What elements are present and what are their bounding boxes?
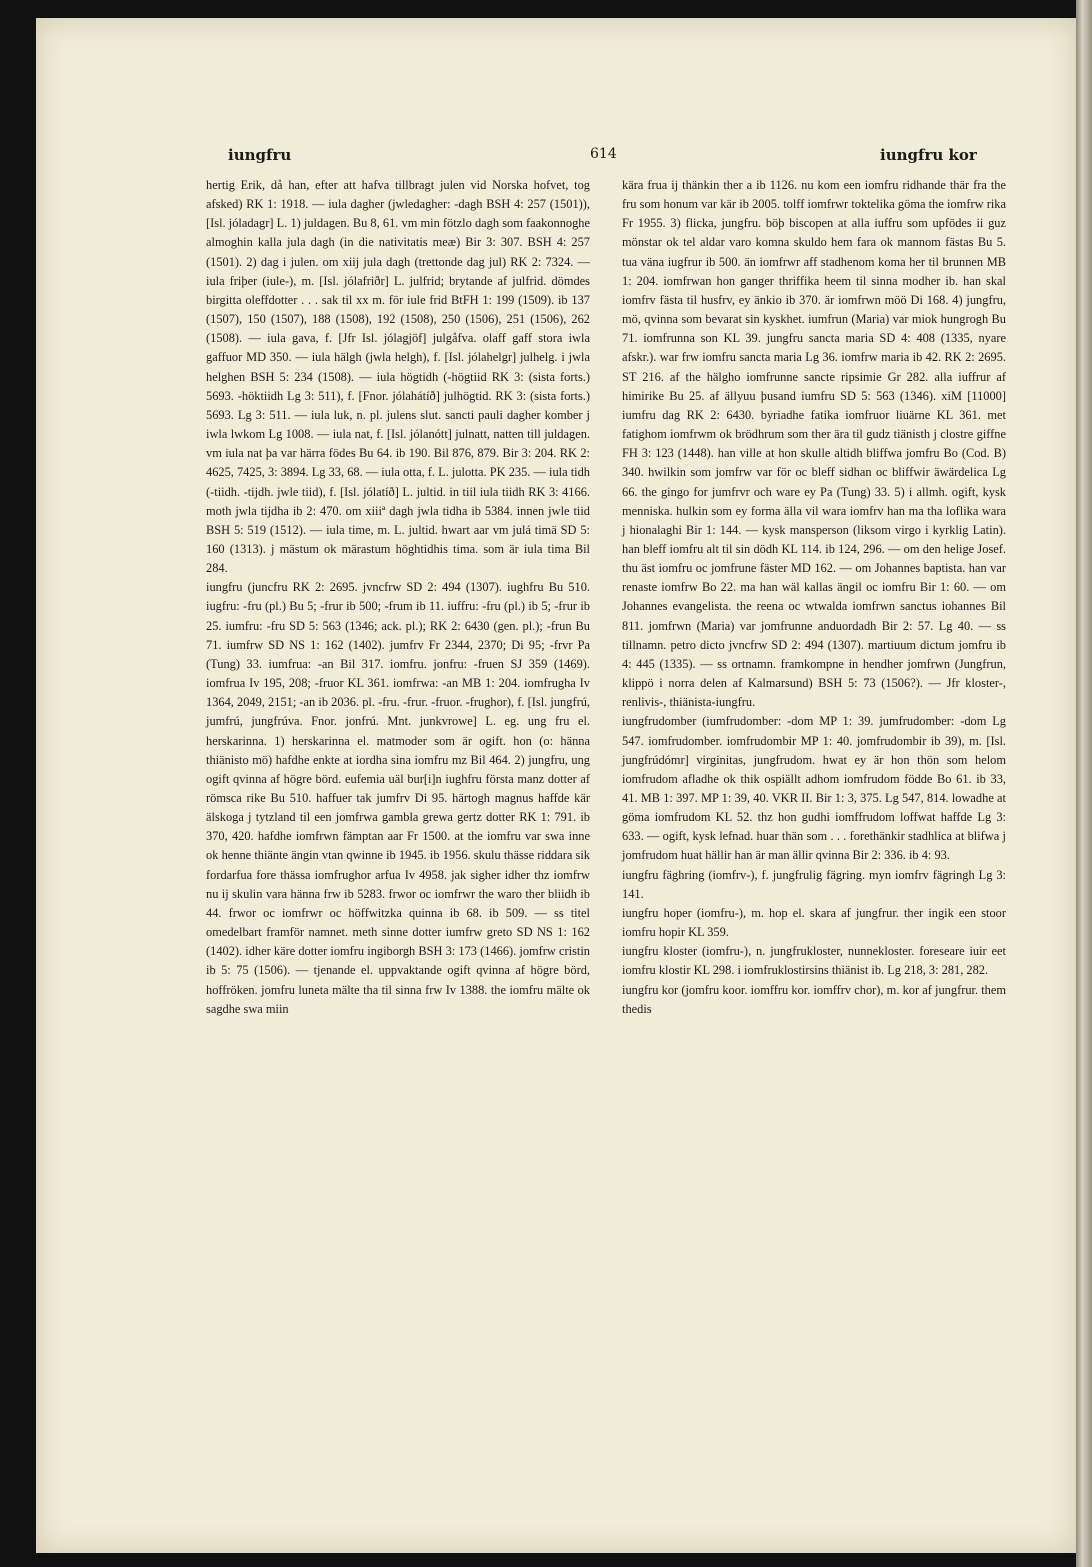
right-paragraph: iungfrudomber (iumfrudomber: -dom MP 1: 39. jumfrudomber: -dom Lg 547. iomfrudomber. iomfrudombir MP 1: 40. jomfrudombir ib 39), m. [Isl. jungfrúdómr] virginitas, jungfrudom. hwat ey är hon thön som helom iomfrudom afladhe ok thik ospiällt adhom iomfrudom födde Bo 61. ib 33, 41. MB 1: 397. MP 1: 39, 40. VKR II. Bir 1: 3, 375. Lg 547, 814. lowadhe at göma iomfrudom KL 52. thz hon gudhi iomffrudom loffwat haffde Lg 3: 633. — ogift, kysk lefnad. huar thän som . . . forethänkir stadhlica at blifwa j jomfrudom huat hällir han är man ällir qvinna Bir 2: 336. ib 4: 93.: [622, 714, 1006, 863]
left-paragraph: hertig Erik, då han, efter att hafva tillbragt julen vid Norska hofvet, tog afsked) RK 1: 1918. — iula dagher (jwledagher: -dagh BSH 4: 257 (1501)), [Isl. jóladagr] L. 1) juldagen. Bu 8, 61. vm min fötzlo dagh som faakonnoghe almoghin kalla jula dagh (in die nativitatis meæ) Bir 3: 307. BSH 4: 257 (1501). 2) dag i julen. om xiij jula dagh (trettonde dag jul) RK 2: 7324. — iula friþer (iule-), m. [Isl. jólafriðr] L. julfrid; brytande af julfrid. dömdes birgitta oleffdotter . . . sak til xx m. för iule frid BtFH 1: 199 (1509). ib 137 (1507), 150 (1507), 188 (1508), 192 (1508), 250 (1506), 251 (1506), 262 (1508). — iula gava, f. [Jfr Isl. jólagjöf] julgåfva. olaff gaff stora iwla gaffuor MD 350. — iula hälgh (jwla helgh), f. [Isl. jólahelgr] julhelg. i jwla helghen BSH 5: 234 (1508). — iula högtidh (-högtiid RK 3: (sista forts.) 5693. -höktiidh Lg 3: 511), f. [Fnor. jólahátíð] julhögtid. RK 3: (sista forts.) 5693. Lg 3: 511. — iula luk, n. pl. julens slut. sancti pauli dagher komber j iwla lwkom Lg 1008. — iula nat, f. [Isl. jólanótt] julnatt, natten till juldagen. vm iula nat þa var härra födes Bu 64. ib 190. Bil 876, 879. Bir 3: 204. RK 2: 4625, 7425, 3: 3894. Lg 33, 68. — iula otta, f. L. julotta. PK 235. — iula tidh (-tiidh. -tijdh. jwle tiid), f. [Isl. jólatíð] L. jultid. in tiil iula tiidh RK 3: 4166. moth jwla tijdha ib 2: 470. om xiiiª dagh jwla tidha ib 5384. innen jwle tiid BSH 5: 519 (1512). — iula time, m. L. jultid. hwart aar vm julá timä SD 5: 160 (1313). j mästum ok märastum höghtidhis tima. som är iula tima Bil 284.: [206, 178, 590, 576]
left-column: [206, 176, 590, 1019]
right-paragraph: iungfru kor (jomfru koor. iomffru kor. iomffrv chor), m. kor af jungfrur. them thedis: [622, 982, 1006, 1016]
running-header: [0, 146, 1092, 170]
right-paragraph: kära frua ij thänkin ther a ib 1126. nu kom een iomfru ridhande thär fra the fru som honum var kär ib 2005. tolff iomfrwr toktelika göma the iomfrw rika Fr 1955. 3) flicka, jungfru. böþ biscopen at alla iuffru som upfödes ii guz mönstar ok tel aldar varo komna skuldo hem fara ok mannom fästas Bu 5. tua väna iugfrur ib 500. än iomfrwr aff stadhenom koma her til brunnen MB 1: 204. iomfrwan hon ganger thriffika heem til sinna modher ib. han skal iomfrv fästa til husfrv, ey änkio ib 370. är iomfrwn möö Di 168. 4) jungfru, mö, qvinna som bevarat sin kyskhet. iumfrun (Maria) var miok hungrogh Bu 71. iomfrunna son KL 39. jungfru sancta maria SD 4: 408 (1335, nyare afskr.). war frw iomfru sancta maria Lg 36. iomfrw maria ib 42. RK 2: 2695. ST 216. af the hälgho iomfrunne sancte ripsimie Gr 282. alla iuffrur af himirike Bu 25. af ällyuu þusand iumfru SD 5: 563 (1346). xiM [11000] iumfru dag RK 2: 6430. byriadhe fatika iomfruor liuärne KL 361. met fatighom iomfrwm ok brödhrum som ther ära til gudz tiänisth j clostre giffne FH 3: 123 (1448). han ville at hon skulle altidh bliffwa jomfru Bo (Cod. B) 340. hwilkin som jomfrw var för oc bleff sidhan oc bliffwir äwärdelica Lg 66. the gingo for jumfrvr och ware ey Pa (Tung) 33. 5) i allmh. ogift, kysk menniska. hulkin som ey forma älla vil wara iomfrv han ma tha loflika wara j hionalaghi Bir 1: 144. — kysk mansperson (liksom virgo i kyrklig Latin). han bleff iomfru alt til sin dödh KL 114. ib 124, 296. — om den helige Josef. thu äst iomfru oc jomfrune fäster MD 162. — om Johannes baptista. han var renaste iomfrw Bo 22. ma han wäl kallas ängil oc iomfru Bir 1: 60. — om Johannes evangelista. the reena oc wtwalda iomfrwn sanctus iohannes Bil 811. jomfrwn (Maria) var jomfrunne anduordadh Bir 2: 57. Lg 40. — ss tillnamn. petro dicto jvncfrw SD 2: 494 (1307). martiuum dictum jomfru ib 4: 445 (1335). — ss ortnamn. framkompne in hendher jomfrwn (Jungfrun, klippö i norra delen af Kalmarsund) BSH 5: 73 (1506?). — Jfr kloster-, renlivis-, thiänista-iungfru.: [622, 178, 1006, 710]
page-number: 614: [590, 146, 617, 162]
header-right-word: iungfru kor: [880, 146, 977, 164]
header-left-word: iungfru: [228, 146, 292, 164]
page-edge: [1076, 0, 1092, 1567]
left-paragraph: iungfru (juncfru RK 2: 2695. jvncfrw SD 2: 494 (1307). iughfru Bu 510. iugfru: -fru (pl.) Bu 5; -frur ib 500; -frum ib 11. iuffru: -fru (pl.) ib 5; -frur ib 25. iumfru: -fru SD 5: 563 (1346; ack. pl.); RK 2: 6430 (gen. pl.); -frun Bu 71. iumfrw SD NS 1: 162 (1402). jumfrv Fr 2344, 2370; Di 95; -frvr Pa (Tung) 33. iumfrua: -an Bil 317. iomfru. jonfru: -fruen SJ 359 (1469). iomfrua Iv 195, 208; -fruor KL 361. iomfrwa: -an MB 1: 204. iomfrugha Iv 1364, 2049, 2151; -an ib 2036. pl. -fru. -frur. -fruor. -frughor), f. [Isl. jungfrú, jumfrú, jungfrúva. Fnor. jonfrú. Mnt. junkvrowe] L. eg. ung fru el. herskarinna. 1) herskarinna el. matmoder som är ogift. hon (o: hänna thiänisto mö) hafdhe enkte at iordha sina iomfru mz Bil 464. 2) jungfru, ung ogift qvinna af högre börd. eufemia uäl bur[i]n iughfru första manz dotter af römsca rike Bu 510. haffuer tak jumfrv Di 95. härtogh magnus haffde kär älskoga j tytzland til een jomfrwa gambla grewa gertz dotter RK 1: 791. ib 370, 420. hafdhe iomfrwn fämptan aar Fr 1500. at the iomfru var swa inne ok henne thiänte ängin vtan qwinne ib 1945. ib 1956. skulu thässe riddara sik fordarfua fore thässa iomfrughor arfua Iv 4958. jak sigher idher thz iomfrw nu ij skulin vara hänna frw ib 5283. frwor oc iomfrwr the waro ther bliidh ib 44. frwor oc iomfrwr oc höffwitzka quinna ib 68. ib 509. — ss titel omedelbart framför namnet. meth sinne dotter iumfrw greto SD NS 1: 162 (1402). idher käre dotter iomfru ingiborgh BSH 3: 173 (1466). jomfrw cristin ib 5: 75 (1506). — tjenande el. uppvaktande ogift qvinna af högre börd, hoffröken. jomfru luneta mälte tha til sinna frw Iv 1388. the iomfru mälte ok sagdhe swa miin: [206, 580, 590, 1016]
right-column: [622, 176, 1006, 1019]
right-paragraph: iungfru kloster (iomfru-), n. jungfrukloster, nunnekloster. foreseare iuir eet iomfru klostir KL 298. i iomfruklostirsins thiänist ib. Lg 218, 3: 281, 282.: [622, 944, 1006, 978]
right-paragraph: iungfru fäghring (iomfrv-), f. jungfrulig fägring. myn iomfrv fägringh Lg 3: 141.: [622, 867, 1006, 901]
right-paragraph: iungfru hoper (iomfru-), m. hop el. skara af jungfrur. ther ingik een stoor iomfru hopir KL 359.: [622, 905, 1006, 940]
